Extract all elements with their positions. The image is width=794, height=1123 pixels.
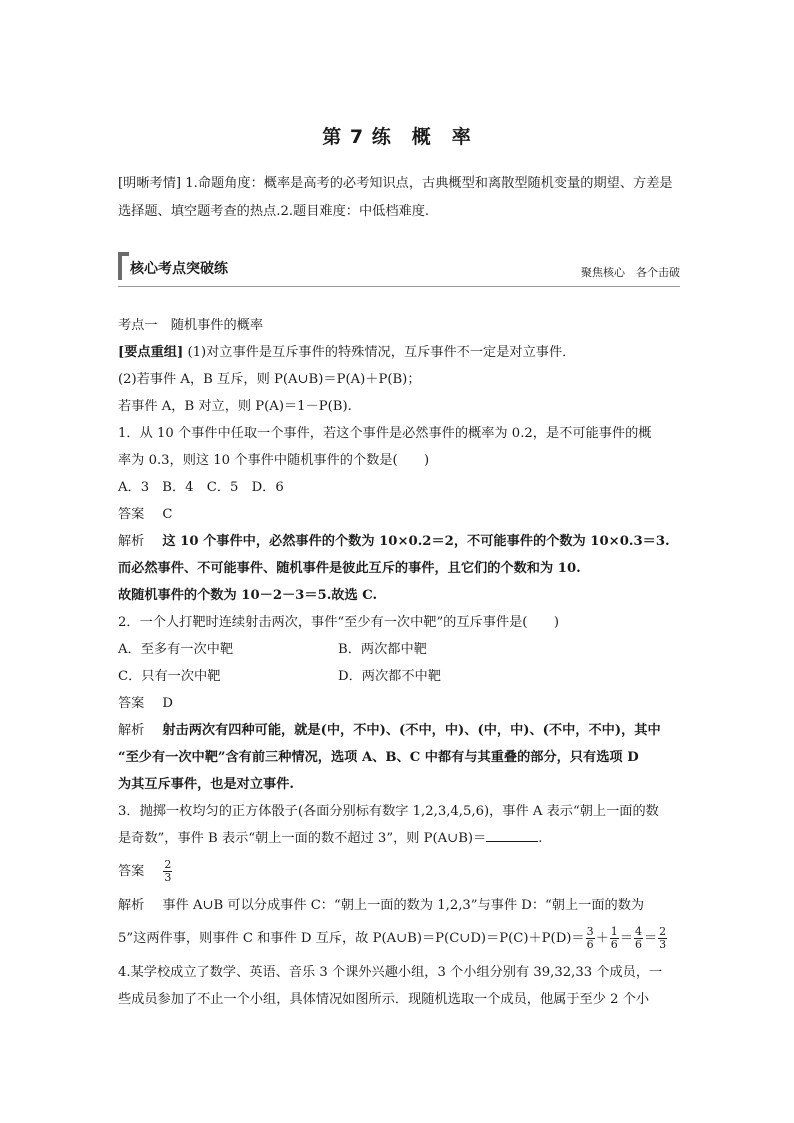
answer-value: C — [162, 507, 173, 522]
fraction-denominator: 3 — [164, 871, 172, 884]
analysis-text: 这 10 个事件中，必然事件的个数为 10×0.2＝2，不可能事件的个数为 10×0.3＝3. — [162, 534, 670, 549]
fraction-numerator: 4 — [634, 925, 642, 938]
answer-fraction — [163, 859, 172, 884]
fraction-denominator: 3 — [659, 938, 667, 951]
key-points-tag: [要点重组] — [118, 345, 184, 360]
analysis-text: 射击两次有四种可能，就是(中，不中)、(不中，中)、(中，中)、(不中，不中)，其中 — [162, 723, 661, 738]
q4-stem-2: 些成员参加了不止一个小组，具体情况如图所示．现随机选取一个成员，他属于至少 2 个小 — [118, 992, 650, 1007]
q1-analysis-1 — [118, 528, 680, 555]
q3-stem-1: 3．抛掷一枚均匀的正方体骰子(各面分别标有数字 1,2,3,4,5,6)，事件 A 表示“朝上一面的数 — [118, 804, 659, 819]
q2-option-d: D．两次都不中靶 — [338, 669, 441, 684]
q2-option-b: B．两次都中靶 — [338, 642, 427, 657]
q1-stem-1: 1．从 10 个事件中任取一个事件，若这个事件是必然事件的概率为 0.2，是不可能事件的概 — [118, 426, 652, 441]
fraction-denominator: 6 — [634, 938, 642, 951]
q2-analysis-1 — [118, 717, 680, 744]
intro-text: 1.命题角度：概率是高考的必考知识点，古典概型和离散型随机变量的期望、方差是选择题、填空题考查的热点.2.题目难度：中低档难度. — [118, 176, 673, 219]
fraction-numerator: 1 — [610, 925, 618, 938]
section-header — [118, 248, 680, 287]
q1-answer — [118, 501, 680, 528]
q3-analysis-2 — [118, 919, 680, 959]
q2-option-a: A．至多有一次中靶 — [118, 642, 234, 657]
q3-stem-2-end: . — [538, 831, 543, 846]
q2-answer — [118, 690, 680, 717]
corner-bracket-icon — [118, 252, 129, 280]
equals-sign: ＝ — [619, 931, 633, 946]
q2-analysis-3: 为其互斥事件，也是对立事件. — [118, 777, 295, 792]
q1-analysis-2: 而必然事件、不可能事件、随机事件是彼此互斥的事件，且它们的个数和为 10. — [118, 561, 581, 576]
key-points-line-1 — [118, 339, 680, 366]
q3-analysis-1 — [118, 892, 680, 919]
kaodian-heading: 考点一 随机事件的概率 — [118, 318, 264, 333]
intro-paragraph — [118, 170, 680, 226]
fraction-denominator: 6 — [586, 938, 594, 951]
key-points-line-2: (2)若事件 A，B 互斥，则 P(A∪B)＝P(A)＋P(B)； — [118, 372, 421, 387]
fraction — [634, 926, 643, 951]
q3-stem-2-text: 是奇数”，事件 B 表示“朝上一面的数不超过 3”，则 P(A∪B)＝ — [118, 831, 487, 846]
fraction-numerator: 2 — [659, 925, 667, 938]
fraction — [610, 926, 619, 951]
analysis-label: 解析 — [118, 723, 145, 738]
answer-label: 答案 — [118, 864, 145, 879]
analysis-label: 解析 — [118, 534, 145, 549]
analysis-text: 事件 A∪B 可以分成事件 C：“朝上一面的数为 1,2,3”与事件 D：“朝上一面的数为 — [162, 898, 645, 913]
fraction — [658, 926, 667, 951]
answer-value: D — [162, 696, 173, 711]
answer-label: 答案 — [118, 696, 145, 711]
key-points-line-3: 若事件 A，B 对立，则 P(A)＝1－P(B). — [118, 399, 352, 414]
analysis-label: 解析 — [118, 898, 145, 913]
intro-tag: [明晰考情] — [118, 176, 182, 191]
section-subtitle: 聚焦核心 各个击破 — [581, 266, 680, 279]
q2-analysis-2: “至少有一次中靶”含有前三种情况，选项 A、B、C 中都有与其重叠的部分，只有选项 D — [118, 750, 639, 765]
section-title: 核心考点突破练 — [130, 261, 228, 277]
plus-sign: ＋ — [595, 931, 609, 946]
q2-stem: 2．一个人打靶时连续射击两次，事件“至少有一次中靶”的互斥事件是( ) — [118, 615, 559, 630]
answer-blank — [486, 827, 538, 842]
page-title: 第 7 练 概 率 — [322, 126, 472, 148]
analysis-text: 5”这两件事，则事件 C 和事件 D 互斥，故 P(A∪B)＝P(C∪D)＝P(C)＋P(D)＝ — [118, 931, 585, 946]
fraction-numerator: 3 — [586, 925, 594, 938]
q4-stem-1: 4.某学校成立了数学、英语、音乐 3 个课外兴趣小组，3 个小组分别有 39,32,33 个成员，一 — [118, 965, 663, 980]
q2-options-row-1 — [118, 636, 680, 663]
q3-stem-2 — [118, 825, 680, 852]
q1-options: A．3 B．4 C．5 D．6 — [118, 480, 284, 495]
q1-stem-2: 率为 0.3，则这 10 个事件中随机事件的个数是( ) — [118, 453, 430, 468]
fraction-numerator: 2 — [164, 858, 172, 871]
q2-options-row-2 — [118, 663, 680, 690]
key-points-text-1: (1)对立事件是互斥事件的特殊情况，互斥事件不一定是对立事件． — [187, 345, 576, 360]
fraction — [586, 926, 595, 951]
answer-label: 答案 — [118, 507, 145, 522]
q2-option-c: C．只有一次中靶 — [118, 669, 221, 684]
q1-analysis-3: 故随机事件的个数为 10－2－3＝5.故选 C. — [118, 588, 378, 603]
q3-answer — [118, 852, 680, 892]
fraction-denominator: 6 — [610, 938, 618, 951]
main-content — [118, 312, 680, 1013]
equals-sign: ＝ — [643, 931, 658, 946]
